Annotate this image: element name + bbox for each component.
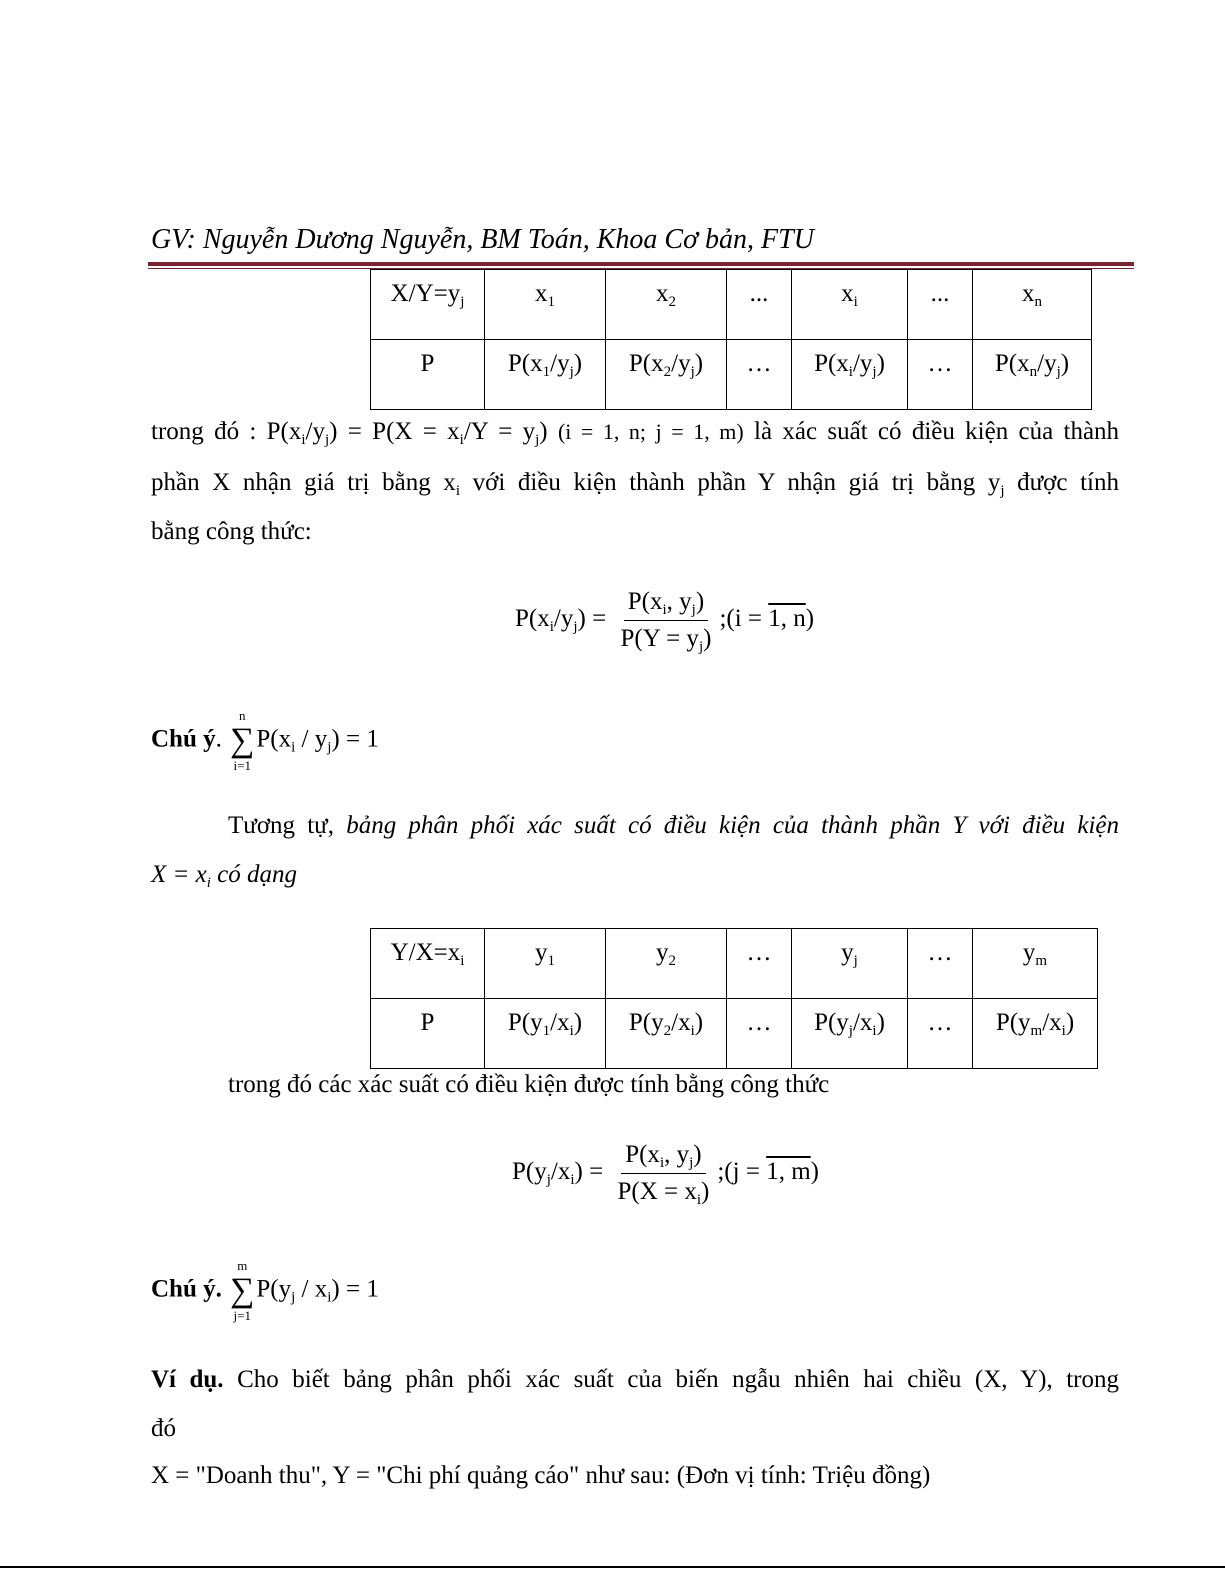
paragraph-line: Ví dụ. Cho biết bảng phân phối xác suất của biến ngẫu nhiên hai chiều (X, Y), trong xyxy=(151,1366,1120,1393)
table-cell: $P(x_i/y_j)$ xyxy=(792,340,908,410)
table-header-cell: $y_j$ xyxy=(792,929,908,999)
table-header-cell: $x_i$ xyxy=(792,270,908,340)
formula-conditional-x: $P(x_i/y_j)$ = $\frac{P(x_i, y_j)}{P(Y = y_j)}$ ;(i = 1, n) xyxy=(515,588,815,655)
sigma-symbol: m ∑ j=1 xyxy=(230,1258,255,1323)
fraction: $\frac{P(x_i, y_j)}{P(X = x_i)}$ xyxy=(617,1141,710,1208)
paragraph-line: Tương tự, bảng phân phối xác suất có điều kiện của thành phần Y với điều kiện xyxy=(228,812,1119,839)
conditional-table-x-given-y xyxy=(370,269,1092,410)
formula-conditional-y: $P(y_j/x_i)$ = $\frac{P(x_i, y_j)}{P(X = x_i)}$ ;(j = 1, m) xyxy=(512,1141,819,1208)
table-cell: $P(y_2/x_i)$ xyxy=(606,999,727,1069)
conditional-table-y-given-x xyxy=(370,928,1098,1069)
paragraph-line: trong đó các xác suất có điều kiện được tính bằng công thức xyxy=(228,1071,830,1098)
table-header-cell: $y_1$ xyxy=(485,929,606,999)
table-cell: $P(y_m/x_i)$ xyxy=(973,999,1098,1069)
table-row-label: P xyxy=(371,999,485,1069)
table-header-cell: $y_m$ xyxy=(973,929,1098,999)
table-corner-cell: $Y/X=x_i$ xyxy=(371,929,485,999)
index-range: (i = 1, n; j = 1, m) xyxy=(557,419,744,444)
paragraph-line: đó xyxy=(151,1415,176,1442)
table-header-cell: … xyxy=(727,929,792,999)
table-cell: … xyxy=(908,340,973,410)
page-header: GV: Nguyễn Dương Nguyễn, BM Toán, Khoa Cơ bản, FTU xyxy=(151,224,814,255)
table-header-cell: $x_2$ xyxy=(606,270,727,340)
page-bottom-edge xyxy=(0,1566,1225,1568)
table-header-cell: … xyxy=(908,929,973,999)
table-header-cell: $x_n$ xyxy=(973,270,1092,340)
table-row-label: P xyxy=(371,340,485,410)
table-cell: $P(x_2/y_j)$ xyxy=(606,340,727,410)
paragraph-line: trong đó : $P(x_i/y_j) = P(X = x_i/Y = y_j) (i = 1$, n; j = 1, m) là xác suất có điều kiện của thành xyxy=(151,418,1120,448)
table-corner-cell: $X/Y=y_j$ xyxy=(371,270,485,340)
table-header-cell: ... xyxy=(908,270,973,340)
table-cell: $P(x_1/y_j)$ xyxy=(485,340,606,410)
table-cell: $P(y_j/x_i)$ xyxy=(792,999,908,1069)
note-sum-x: Chú ý. n ∑ i=1 $P(x_i / y_j) = 1$ xyxy=(151,708,379,773)
paragraph-line: phần X nhận giá trị bằng $x_i$ với điều kiện thành phần Y nhận giá trị bằng $y_j$ được tính xyxy=(151,469,1120,499)
table-header-cell: $x_1$ xyxy=(485,270,606,340)
table-cell: … xyxy=(727,999,792,1069)
header-rule xyxy=(148,262,1134,266)
table-cell: $P(y_1/x_i)$ xyxy=(485,999,606,1069)
table-cell: … xyxy=(727,340,792,410)
paragraph-line: $X = x_i$ có dạng xyxy=(151,861,298,891)
note-sum-y: Chú ý. m ∑ j=1 $P(y_j / x_i) = 1$ xyxy=(151,1258,379,1323)
table-cell: … xyxy=(908,999,973,1069)
fraction: $\frac{P(x_i, y_j)}{P(Y = y_j)}$ xyxy=(620,588,712,655)
table-cell: $P(x_n/y_j)$ xyxy=(973,340,1092,410)
table-header-cell: ... xyxy=(727,270,792,340)
table-header-cell: $y_2$ xyxy=(606,929,727,999)
paragraph-line: bằng công thức: xyxy=(151,518,312,545)
paragraph-line: X = "Doanh thu", Y = "Chi phí quảng cáo" như sau: (Đơn vị tính: Triệu đồng) xyxy=(151,1462,931,1489)
sigma-symbol: n ∑ i=1 xyxy=(230,708,255,773)
